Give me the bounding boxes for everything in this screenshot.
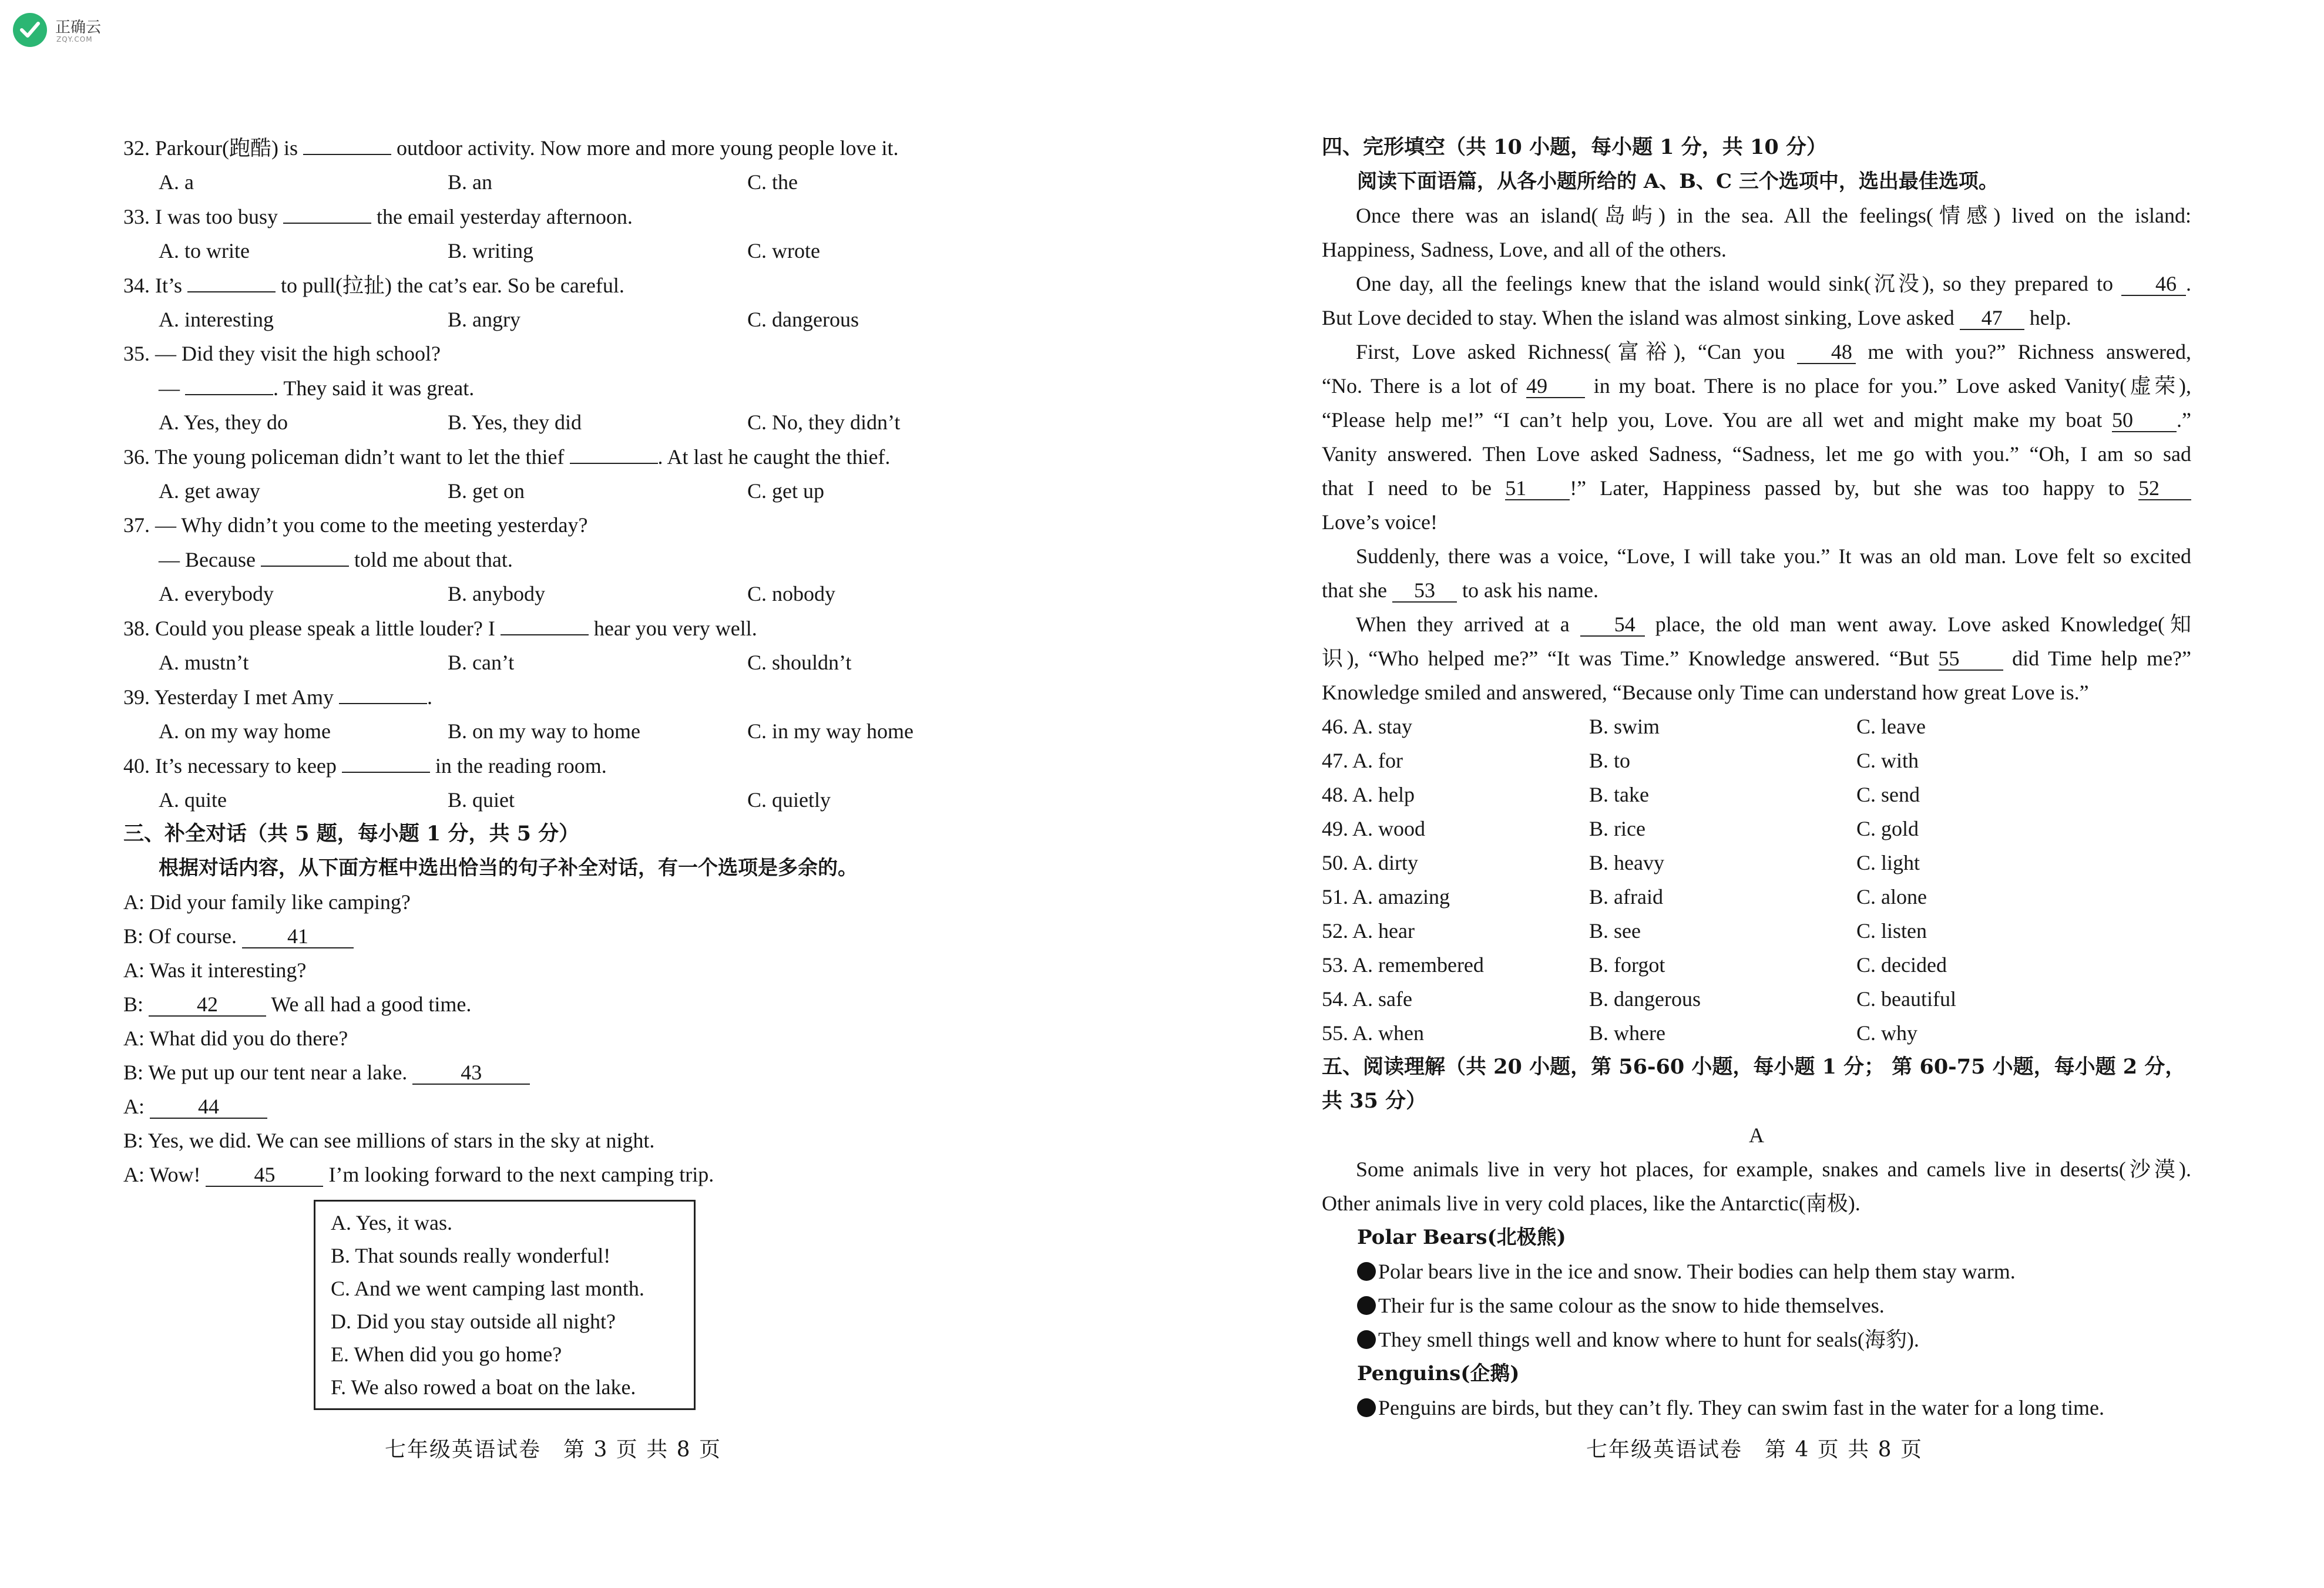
numbered-blank: 48: [1797, 341, 1856, 364]
cloze-options: 49. A. wood B. rice C. gold: [1322, 817, 1919, 840]
options-33: A. to write B. writing C. wrote: [159, 239, 820, 263]
numbered-blank: 41: [242, 925, 354, 948]
options-38: A. mustn’t B. can’t C. shouldn’t: [159, 651, 852, 674]
dialogue-line: A: What did you do there?: [123, 1027, 348, 1050]
question-35-reply: — . They said it was great.: [123, 371, 958, 405]
passage-line: Suddenly, there was a voice, “Love, I will take you.” It was an old man. Love felt so excited: [1356, 544, 2191, 568]
box-option: E. When did you go home?: [331, 1343, 562, 1366]
page-footer-3: 七年级英语试卷 第 3 页 共 8 页: [385, 1438, 722, 1462]
numbered-blank: 46: [2121, 272, 2186, 296]
numbered-blank: 50: [2112, 409, 2177, 432]
page-4: [1322, 130, 2191, 1425]
section-5-title: 五、阅读理解（共 20 小题，第 56-60 小题，每小题 1 分； 第 60-75 小题，每小题 2 分，: [1322, 1055, 2186, 1079]
options-37: A. everybody B. anybody C. nobody: [159, 582, 836, 605]
logo-url: ZQY.COM: [56, 35, 93, 43]
question-33: 33. I was too busy the email yesterday afternoon.: [123, 199, 958, 234]
box-option: C. And we went camping last month.: [331, 1277, 644, 1300]
box-option: D. Did you stay outside all night?: [331, 1310, 616, 1333]
passage-line: 识), “Who helped me?” “It was Time.” Knowledge answered. “But 55 did Time help me?”: [1322, 647, 2192, 670]
answer-blank: [283, 199, 371, 224]
answer-blank: [185, 371, 273, 395]
passage-line: Other animals live in very cold places, like the Antarctic(南极).: [1322, 1192, 1860, 1215]
question-37-reply: — Because told me about that.: [123, 542, 958, 577]
numbered-blank: 53: [1392, 579, 1457, 603]
bullet-icon: [1357, 1398, 1376, 1417]
cloze-options: 55. A. when B. where C. why: [1322, 1021, 1918, 1045]
numbered-blank: 42: [149, 993, 266, 1017]
section-5-title-cont: 共 35 分）: [1322, 1089, 1427, 1113]
passage-line: But Love decided to stay. When the island was almost sinking, Love asked 47 help.: [1322, 306, 2071, 329]
logo-text: 正确云: [55, 19, 102, 36]
bullet-item: Their fur is the same colour as the snow to hide themselves.: [1322, 1288, 2191, 1323]
answer-blank: [501, 611, 589, 635]
dialogue-line: A: Was it interesting?: [123, 958, 307, 982]
options-36: A. get away B. get on C. get up: [159, 479, 824, 503]
numbered-blank: 49: [1526, 375, 1585, 398]
section-3-instruction: 根据对话内容，从下面方框中选出恰当的句子补全对话，有一个选项是多余的。: [159, 856, 858, 880]
passage-line: Vanity answered. Then Love asked Sadness, “Sadness, let me go with you.” “Oh, I am so sad: [1322, 442, 2191, 466]
passage-line: First, Love asked Richness(富裕), “Can you 48 me with you?” Richness answered,: [1356, 340, 2191, 364]
dialogue-line: B: We put up our tent near a lake. 43: [123, 1055, 958, 1089]
numbered-blank: 44: [150, 1095, 267, 1119]
section-4-instruction: 阅读下面语篇，从各小题所给的 A、B、C 三个选项中，选出最佳选项。: [1357, 170, 1999, 193]
dialogue-line: A: Did your family like camping?: [123, 890, 411, 914]
section-3-title: 三、补全对话（共 5 题，每小题 1 分，共 5 分）: [123, 822, 580, 846]
answer-blank: [303, 130, 391, 155]
options-39: A. on my way home B. on my way to home C. in my way home: [159, 719, 914, 743]
page-3: [123, 130, 958, 1410]
answer-blank: [339, 679, 427, 704]
passage-line: “Please help me!” “I can’t help you, Love. You are all wet and might make my boat 50 .”: [1322, 408, 2192, 432]
passage-line: Happiness, Sadness, Love, and all of the others.: [1322, 238, 1727, 261]
options-40: A. quite B. quiet C. quietly: [159, 788, 831, 812]
question-36: 36. The young policeman didn’t want to let the thief . At last he caught the thief.: [123, 439, 958, 474]
numbered-blank: 45: [206, 1163, 323, 1187]
dialogue-line: B: Yes, we did. We can see millions of stars in the sky at night.: [123, 1129, 655, 1152]
cloze-options: 54. A. safe B. dangerous C. beautiful: [1322, 987, 1956, 1011]
passage-line: When they arrived at a 54 place, the old man went away. Love asked Knowledge(知: [1356, 613, 2192, 636]
passage-line: One day, all the feelings knew that the island would sink(沉没), so they prepared to 46 .: [1356, 272, 2192, 295]
answer-blank: [570, 439, 658, 464]
bullet-icon: [1357, 1330, 1376, 1349]
answer-blank: [187, 268, 276, 292]
question-35: 35. — Did they visit the high school?: [123, 342, 441, 365]
section-4-title: 四、完形填空（共 10 小题，每小题 1 分，共 10 分）: [1322, 135, 1827, 159]
penguins-heading: Penguins(企鹅): [1357, 1362, 1520, 1385]
passage-line: that she 53 to ask his name.: [1322, 578, 1598, 602]
logo: [13, 13, 154, 48]
box-option: A. Yes, it was.: [331, 1211, 453, 1234]
answer-blank: [261, 542, 349, 567]
passage-line: “No. There is a lot of 49 in my boat. There is no place for you.” Love asked Vanity(虚荣),: [1322, 374, 2192, 398]
question-32: 32. Parkour(跑酷) is outdoor activity. Now more and more young people love it.: [123, 130, 958, 165]
numbered-blank: 52: [2138, 477, 2191, 500]
dialogue-line: A: 44: [123, 1089, 958, 1123]
cloze-options: 53. A. remembered B. forgot C. decided: [1322, 953, 1947, 977]
question-38: 38. Could you please speak a little louder? I hear you very well.: [123, 611, 958, 645]
box-option: B. That sounds really wonderful!: [331, 1244, 611, 1267]
question-39: 39. Yesterday I met Amy .: [123, 679, 958, 714]
dialogue-line: B: 42 We all had a good time.: [123, 992, 472, 1016]
passage-label: A: [1749, 1123, 1764, 1147]
options-34: A. interesting B. angry C. dangerous: [159, 308, 859, 331]
question-40: 40. It’s necessary to keep in the reading room.: [123, 748, 958, 783]
polar-bears-heading: Polar Bears(北极熊): [1357, 1226, 1566, 1249]
numbered-blank: 55: [1939, 647, 2003, 671]
passage-line: Love’s voice!: [1322, 510, 1438, 534]
numbered-blank: 47: [1960, 307, 2024, 330]
cloze-options: 48. A. help B. take C. send: [1322, 783, 1920, 806]
bullet-icon: [1357, 1262, 1376, 1281]
cloze-options: 50. A. dirty B. heavy C. light: [1322, 851, 1920, 874]
checkmark-icon: [13, 13, 47, 47]
cloze-options: 47. A. for B. to C. with: [1322, 749, 1919, 772]
question-34: 34. It’s to pull(拉扯) the cat’s ear. So be careful.: [123, 268, 958, 302]
options-32: A. a B. an C. the: [159, 170, 798, 194]
options-35: A. Yes, they do B. Yes, they did C. No, they didn’t: [159, 411, 901, 434]
bullet-item: Polar bears live in the ice and snow. Their bodies can help them stay warm.: [1322, 1254, 2191, 1288]
cloze-options: 51. A. amazing B. afraid C. alone: [1322, 885, 1927, 909]
cloze-options: 46. A. stay B. swim C. leave: [1322, 715, 1926, 738]
numbered-blank: 43: [412, 1061, 530, 1085]
box-option: F. We also rowed a boat on the lake.: [331, 1375, 636, 1399]
bullet-item: Penguins are birds, but they can’t fly. They can swim fast in the water for a long time.: [1322, 1391, 2191, 1425]
dialogue-line: B: Of course. 41: [123, 919, 958, 953]
numbered-blank: 51: [1505, 477, 1570, 500]
page-footer-4: 七年级英语试卷 第 4 页 共 8 页: [1586, 1438, 1923, 1462]
numbered-blank: 54: [1580, 613, 1645, 637]
question-37: 37. — Why didn’t you come to the meeting yesterday?: [123, 513, 588, 537]
passage-line: Some animals live in very hot places, for example, snakes and camels live in deserts(沙漠).: [1356, 1158, 2191, 1181]
options-box: [314, 1200, 696, 1410]
bullet-item: They smell things well and know where to hunt for seals(海豹).: [1322, 1323, 2191, 1357]
passage-line: that I need to be 51 !” Later, Happiness passed by, but she was too happy to 52: [1322, 471, 2191, 505]
answer-blank: [342, 748, 430, 773]
bullet-icon: [1357, 1296, 1376, 1315]
passage-line: Knowledge smiled and answered, “Because only Time can understand how great Love is.”: [1322, 681, 2089, 704]
passage-line: Once there was an island(岛屿) in the sea. All the feelings(情感) lived on the island:: [1356, 204, 2191, 227]
dialogue-line: A: Wow! 45 I’m looking forward to the next camping trip.: [123, 1163, 714, 1186]
cloze-options: 52. A. hear B. see C. listen: [1322, 919, 1927, 943]
